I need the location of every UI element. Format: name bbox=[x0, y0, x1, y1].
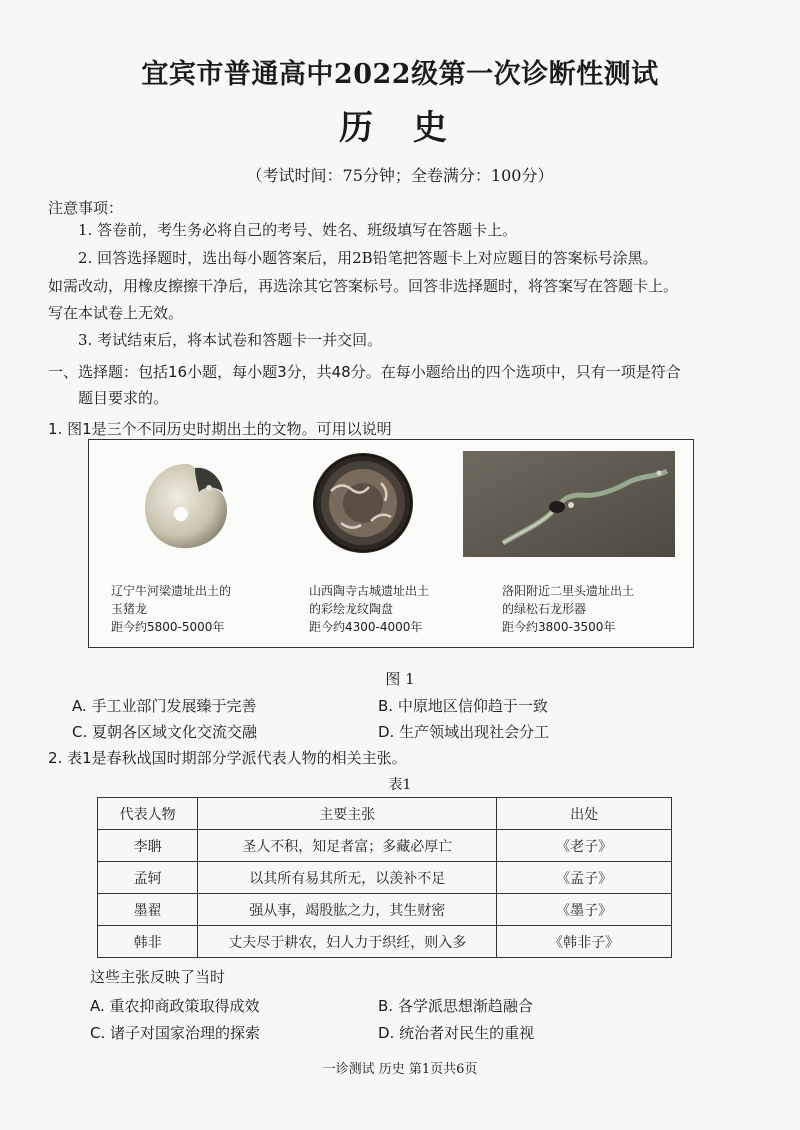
notice-item-3: 3. 考试结束后，将本试卷和答题卡一并交回。 bbox=[78, 331, 383, 349]
artifact-2-caption bbox=[309, 582, 429, 636]
table-cell: 圣人不积，知足者富；多藏必厚亡 bbox=[198, 830, 497, 862]
table-cell: 强从事，竭股肱之力，其生财密 bbox=[198, 894, 497, 926]
artifact-2-caption-line1: 山西陶寺古城遗址出土 bbox=[309, 584, 430, 598]
question-2-stem: 2. 表1是春秋战国时期部分学派代表人物的相关主张。 bbox=[48, 749, 407, 767]
table-cell: 李聃 bbox=[98, 830, 198, 862]
table-cell: 丈夫尽于耕农，妇人力于织纴，则入多 bbox=[198, 926, 497, 958]
q2-option-b[interactable]: B. 各学派思想渐趋融合 bbox=[378, 997, 533, 1015]
artifact-3-caption bbox=[502, 582, 634, 636]
table-header-row bbox=[98, 798, 672, 830]
exam-title: 宜宾市普通高中2022级第一次诊断性测试 bbox=[141, 59, 659, 90]
q1-option-b[interactable]: B. 中原地区信仰趋于一致 bbox=[378, 697, 548, 715]
table-header-cell: 出处 bbox=[497, 798, 672, 830]
artifact-1-caption-line1: 辽宁牛河梁遗址出土的 bbox=[111, 584, 232, 598]
artifact-3-caption-line2: 的绿松石龙形器 bbox=[502, 602, 587, 616]
q2-option-a[interactable]: A. 重农抑商政策取得成效 bbox=[90, 997, 260, 1015]
notice-item-1: 1. 答卷前，考生务必将自己的考号、姓名、班级填写在答题卡上。 bbox=[78, 221, 518, 239]
artifact-2-caption-line3: 距今约4300-4000年 bbox=[309, 620, 423, 634]
table-1 bbox=[97, 797, 672, 958]
question-2-prompt: 这些主张反映了当时 bbox=[90, 968, 226, 986]
figure-1 bbox=[88, 439, 694, 648]
artifact-1-caption-line2: 玉猪龙 bbox=[111, 602, 148, 616]
artifact-3-caption-line1: 洛阳附近二里头遗址出土 bbox=[502, 584, 635, 598]
q2-option-d[interactable]: D. 统治者对民生的重视 bbox=[378, 1024, 535, 1042]
table-row bbox=[98, 894, 672, 926]
figure-1-label: 图 1 bbox=[385, 670, 415, 688]
subject-title: 历 史 bbox=[339, 108, 461, 148]
notice-heading: 注意事项： bbox=[48, 199, 124, 217]
table-cell: 墨翟 bbox=[98, 894, 198, 926]
table-cell: 韩非 bbox=[98, 926, 198, 958]
exam-info: （考试时间：75分钟；全卷满分：100分） bbox=[246, 166, 554, 185]
table-cell: 《老子》 bbox=[497, 830, 672, 862]
table-cell: 《韩非子》 bbox=[497, 926, 672, 958]
section-heading: 一、选择题：包括16小题，每小题3分，共48分。在每小题给出的四个选项中，只有一项是符合 bbox=[48, 363, 681, 381]
notice-item-2-end: 写在本试卷上无效。 bbox=[48, 304, 184, 322]
table-1-label: 表1 bbox=[388, 777, 412, 793]
turquoise-dragon-icon bbox=[463, 451, 675, 557]
notice-item-2: 2. 回答选择题时，选出每小题答案后，用2B铅笔把答题卡上对应题目的答案标号涂黑。 bbox=[78, 249, 658, 267]
table-cell: 《墨子》 bbox=[497, 894, 672, 926]
question-1-stem: 1. 图1是三个不同历史时期出土的文物。可用以说明 bbox=[48, 420, 392, 438]
q1-option-d[interactable]: D. 生产领域出现社会分工 bbox=[378, 723, 550, 741]
table-cell: 《孟子》 bbox=[497, 862, 672, 894]
artifact-3-caption-line3: 距今约3800-3500年 bbox=[502, 620, 616, 634]
table-row bbox=[98, 926, 672, 958]
artifact-1-caption-line3: 距今约5800-5000年 bbox=[111, 620, 225, 634]
table-cell: 以其所有易其所无，以羡补不足 bbox=[198, 862, 497, 894]
artifact-1-caption bbox=[111, 582, 231, 636]
notice-item-2-cont: 如需改动，用橡皮擦擦干净后，再选涂其它答案标号。回答非选择题时，将答案写在答题卡上。 bbox=[48, 277, 679, 295]
table-row bbox=[98, 862, 672, 894]
table-cell: 孟轲 bbox=[98, 862, 198, 894]
table-header-cell: 主要主张 bbox=[198, 798, 497, 830]
painted-pottery-plate-icon bbox=[311, 451, 415, 555]
q1-option-a[interactable]: A. 手工业部门发展臻于完善 bbox=[72, 697, 257, 715]
page-footer: 一诊测试 历史 第1页共6页 bbox=[322, 1062, 478, 1077]
section-heading-cont: 题目要求的。 bbox=[78, 389, 169, 407]
table-row bbox=[98, 830, 672, 862]
table-header-cell: 代表人物 bbox=[98, 798, 198, 830]
q2-option-c[interactable]: C. 诸子对国家治理的探索 bbox=[90, 1024, 261, 1042]
artifact-2-caption-line2: 的彩绘龙纹陶盘 bbox=[309, 602, 394, 616]
q1-option-c[interactable]: C. 夏朝各区域文化交流交融 bbox=[72, 723, 258, 741]
jade-pig-dragon-icon bbox=[137, 458, 233, 554]
